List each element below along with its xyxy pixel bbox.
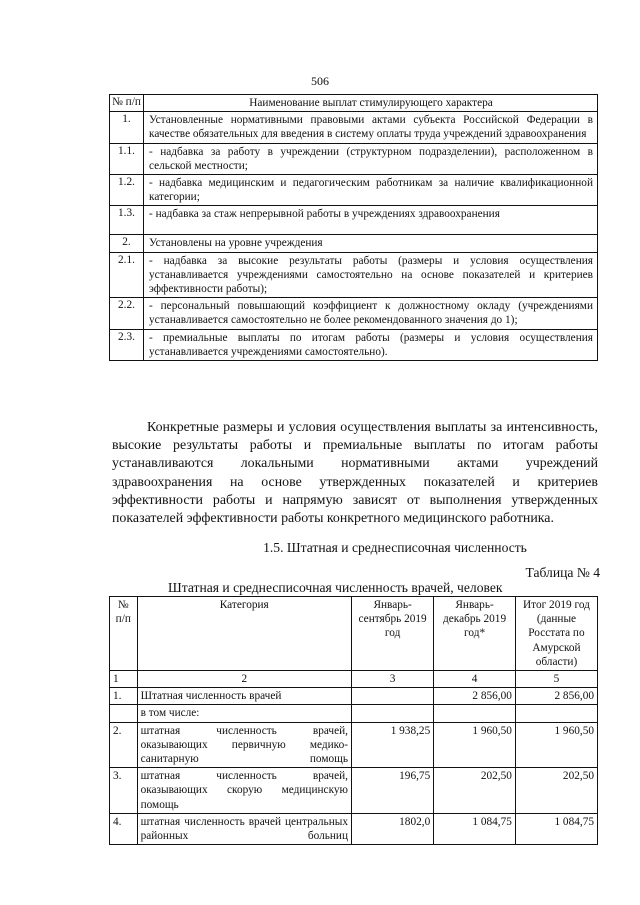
- row-value-jan-sep: 196,75: [352, 768, 434, 814]
- row-text: - премиальные выплаты по итогам работы (размеры и условия осуществления устанавливается учреждениями самостоятельно).: [144, 329, 598, 360]
- row-num: 2.1.: [110, 252, 144, 298]
- table-row: [110, 298, 598, 329]
- page-number: 506: [311, 74, 329, 88]
- row-value-jan-dec: 202,50: [434, 768, 516, 814]
- row-category: Штатная численность врачей: [137, 688, 351, 705]
- row-value-jan-dec: 1 960,50: [434, 722, 516, 768]
- row-num: 2.2.: [110, 298, 144, 329]
- row-value-total: 1 960,50: [515, 722, 597, 768]
- row-num: 1.2.: [110, 175, 144, 206]
- row-value-jan-sep: 1 938,25: [352, 722, 434, 768]
- row-category: штатная численность врачей, оказывающих скорую медицинскую помощь: [137, 768, 351, 814]
- header-category: Категория: [137, 597, 351, 671]
- section-title: 1.5. Штатная и среднесписочная численность: [263, 540, 527, 555]
- colnum-2: 2: [137, 671, 351, 688]
- table-row: [110, 175, 598, 206]
- row-num: 2.: [110, 722, 138, 768]
- table-row: [110, 768, 598, 814]
- row-value-jan-dec: [434, 705, 516, 722]
- stimulus-payments-table: [109, 94, 598, 361]
- colnum-1: 1: [110, 671, 138, 688]
- row-value-jan-sep: [352, 688, 434, 705]
- row-num: 4.: [110, 813, 138, 844]
- header-num: № п/п: [110, 95, 144, 112]
- row-value-total: 202,50: [515, 768, 597, 814]
- row-num: 2.3.: [110, 329, 144, 360]
- row-value-jan-sep: 1802,0: [352, 813, 434, 844]
- row-value-total: 1 084,75: [515, 813, 597, 844]
- row-value-jan-sep: [352, 705, 434, 722]
- row-value-total: 2 856,00: [515, 688, 597, 705]
- row-num: 1.1.: [110, 143, 144, 174]
- table-row: [110, 206, 598, 235]
- row-num: [110, 705, 138, 722]
- header-title: Наименование выплат стимулирующего характера: [144, 95, 598, 112]
- row-num: 2.: [110, 235, 144, 252]
- table-row: [110, 705, 598, 722]
- table-row: [110, 813, 598, 844]
- header-jan-sep: Январь-сентябрь 2019 год: [352, 597, 434, 671]
- row-num: 1.: [110, 112, 144, 143]
- row-text: - надбавка медицинским и педагогическим работникам за наличие квалификационной категории;: [144, 175, 598, 206]
- row-text: - надбавка за работу в учреждении (структурном подразделении), расположенном в сельской местности;: [144, 143, 598, 174]
- row-text: Установленные нормативными правовыми актами субъекта Российской Федерации в качестве обязательных для введения в систему оплаты труда учреждений здравоохранения: [144, 112, 598, 143]
- colnum-5: 5: [515, 671, 597, 688]
- row-num: 1.: [110, 688, 138, 705]
- table-number: Таблица № 4: [525, 565, 600, 580]
- staffing-table: [109, 596, 598, 845]
- table-row: [110, 722, 598, 768]
- row-value-jan-dec: 2 856,00: [434, 688, 516, 705]
- table-title: Штатная и среднесписочная численность врачей, человек: [168, 580, 503, 595]
- column-number-row: [110, 671, 598, 688]
- row-value-jan-dec: 1 084,75: [434, 813, 516, 844]
- row-text: Установлены на уровне учреждения: [144, 235, 598, 252]
- table-row: [110, 235, 598, 252]
- paragraph-text: Конкретные размеры и условия осуществления выплаты за интенсивность, высокие результаты работы и премиальные выплаты по итогам работы устанавливаются локальными нормативными актами учреждений здравоохранения на основе утвержденных показателей и критериев эффективности работы и напрямую зависят от выполнения утвержденных показателей эффективности работы конкретного медицинского работника.: [112, 420, 598, 527]
- table-header-row: [110, 95, 598, 112]
- table-header-row: [110, 597, 598, 671]
- row-category: штатная численность врачей, оказывающих первичную медико-санитарную помощь: [137, 722, 351, 768]
- row-value-total: [515, 705, 597, 722]
- table-row: [110, 688, 598, 705]
- table-row: [110, 252, 598, 298]
- header-jan-dec: Январь-декабрь 2019 год*: [434, 597, 516, 671]
- row-num: 3.: [110, 768, 138, 814]
- row-category: в том числе:: [137, 705, 351, 722]
- row-text: - надбавка за стаж непрерывной работы в учреждениях здравоохранения: [144, 206, 598, 235]
- colnum-3: 3: [352, 671, 434, 688]
- row-text: - надбавка за высокие результаты работы (размеры и условия осуществления устанавливается учреждениями самостоятельно на основе показателей и критериев эффективности работы);: [144, 252, 598, 298]
- table-row: [110, 143, 598, 174]
- row-category: штатная численность врачей центральных районных больниц: [137, 813, 351, 844]
- colnum-4: 4: [434, 671, 516, 688]
- row-text: - персональный повышающий коэффициент к должностному окладу (учреждениями устанавливается самостоятельно не более рекомендованного значения до 1);: [144, 298, 598, 329]
- row-num: 1.3.: [110, 206, 144, 235]
- body-paragraph: [112, 419, 598, 528]
- header-total: Итог 2019 год (данные Росстата по Амурской области): [515, 597, 597, 671]
- header-num: № п/п: [110, 597, 138, 671]
- table-row: [110, 112, 598, 143]
- table-row: [110, 329, 598, 360]
